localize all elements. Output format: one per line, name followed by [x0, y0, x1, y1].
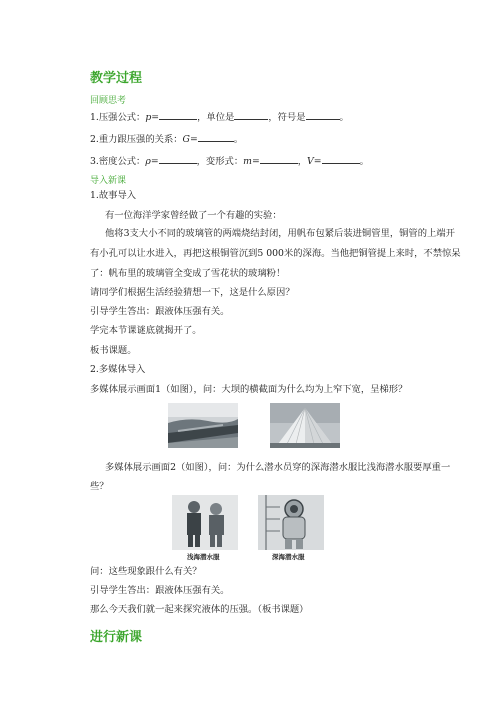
paragraph: 多媒体展示画面2（如图），问：为什么潜水员穿的深海潜水服比浅海潜水服要厚重一 — [105, 462, 451, 473]
paragraph: 些？ — [90, 481, 109, 492]
paragraph: 有一位海洋学家曾经做了一个有趣的实验： — [105, 210, 282, 221]
subheading-review: 回顾思考 — [90, 96, 127, 106]
paragraph: 多媒体展示画面1（如图），问：大坝的横截面为什么均为上窄下宽，呈梯形？ — [90, 384, 408, 395]
diver-illustration — [258, 495, 324, 550]
review-question-3: 3.密度公式：ρ= ，变形式：m= ，V= 。 — [90, 156, 369, 167]
diver-illustration — [172, 495, 238, 550]
paragraph: 引导学生答出：跟液体压强有关。 — [90, 585, 230, 596]
answer-blank — [260, 154, 298, 164]
paragraph: 有小孔可以让水进入，再把这根铜管沉到5 000米的深海。当他把铜管提上来时，不禁惊呆 — [90, 248, 461, 259]
section-heading-new-lesson: 进行新课 — [90, 630, 143, 645]
dam-photo-2 — [270, 403, 340, 448]
shallow-diver-photo — [172, 495, 238, 550]
dam-illustration — [168, 403, 238, 448]
media-title: 2.多媒体导入 — [90, 364, 146, 375]
answer-blank — [159, 154, 197, 164]
paragraph: 问：这些现象跟什么有关？ — [90, 566, 202, 577]
story-title: 1.故事导入 — [90, 190, 137, 201]
review-question-2: 2.重力跟压强的关系：G= 。 — [90, 134, 244, 145]
answer-blank — [234, 110, 268, 120]
answer-blank — [198, 132, 234, 142]
answer-blank — [159, 110, 197, 120]
deep-diver-photo — [258, 495, 324, 550]
paragraph: 了：帆布里的玻璃管全变成了雪花状的玻璃粉！ — [90, 268, 286, 279]
paragraph: 板书课题。 — [90, 345, 137, 356]
paragraph: 学完本节课谜底就揭开了。 — [90, 325, 202, 336]
review-question-1: 1.压强公式：p= ，单位是 ，符号是 。 — [90, 112, 349, 123]
subheading-intro: 导入新课 — [90, 176, 127, 186]
paragraph: 那么今天我们就一起来探究液体的压强。（板书课题） — [90, 604, 309, 615]
answer-blank — [322, 154, 360, 164]
caption-deep: 深海潜水服 — [272, 553, 305, 561]
answer-blank — [306, 110, 340, 120]
dam-photo-1 — [168, 403, 238, 448]
dam-illustration — [270, 403, 340, 448]
section-heading-teaching-process: 教学过程 — [90, 71, 143, 86]
paragraph: 请同学们根据生活经验猜想一下，这是什么原因？ — [90, 287, 295, 298]
paragraph: 他将3支大小不同的玻璃管的两端烧结封闭，用帆布包紧后装进铜管里，铜管的上端开 — [105, 228, 455, 239]
caption-shallow: 浅海潜水服 — [187, 553, 220, 561]
paragraph: 引导学生答出：跟液体压强有关。 — [90, 306, 230, 317]
